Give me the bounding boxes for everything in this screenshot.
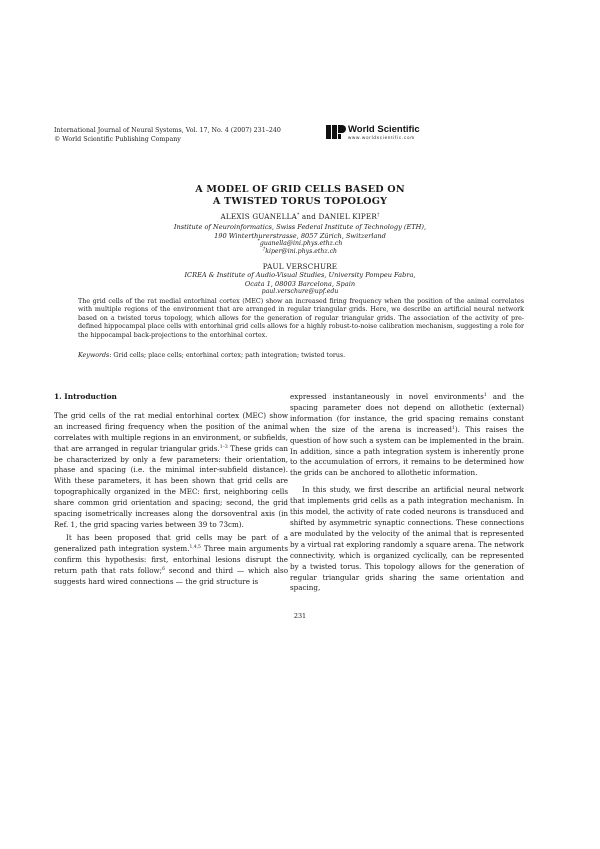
email-2-address[interactable]: kiper@ini.phys.ethz.ch (265, 248, 338, 256)
journal-citation: International Journal of Neural Systems, Vol. 17, No. 4 (2007) 231–240 (54, 127, 281, 134)
email-2-mark: † (262, 247, 266, 253)
left-p1-cont: These grids can be characterized by only a few parameters: their orientation, phase and spacing (i.e. the minimal inter-subfield distance). With these parameters, it has been shown that grid cells are topographically organized in the MEC: first, neighboring cells share common grid orientation and spacing; second, the grid spacing isometrically increases along the dorsoventral axis (in Ref. 1, the grid spacing varies between 39 to 73cm). (54, 443, 288, 529)
affiliation-1 (0, 223, 600, 240)
title-line-2: A TWISTED TORUS TOPOLOGY (212, 196, 388, 207)
author-3: PAUL VERSCHURE (262, 262, 338, 271)
email-1-mark: * (257, 239, 260, 244)
author-1-mark: * (296, 213, 300, 218)
title-line-1: A MODEL OF GRID CELLS BASED ON (195, 184, 405, 195)
right-paragraph-1 (290, 392, 524, 479)
left-p2-text: It has been proposed that grid cells may be part of a generalized path integration system. (54, 532, 288, 553)
affiliation-1-line-2: 190 Winterthurerstrasse, 8057 Zürich, Switzerland (214, 231, 386, 240)
left-p1-text: The grid cells of the rat medial entorhinal cortex (MEC) show an increased firing frequency when the position of the animal correlates with multiple regions in an environment, or subfields, that are arranged in regular triangular grids. (54, 410, 288, 453)
left-paragraph-1 (54, 411, 288, 531)
section-heading: 1. Introduction (54, 392, 117, 401)
right-p1-ref2: 1 (452, 425, 455, 431)
publisher-logo (326, 122, 436, 146)
left-column (54, 392, 288, 587)
author-2-mark: † (377, 213, 380, 218)
left-p1-ref: 1–3 (219, 444, 228, 450)
affiliation-2-line-1: ICREA & Institute of Audio-Visual Studies, University Pompeu Fabra, (184, 271, 416, 279)
author-1: ALEXIS GUANELLA (220, 212, 297, 221)
right-p1-text: expressed instantaneously in novel environments (290, 392, 484, 401)
email-block-1 (0, 240, 600, 257)
author-2: and DANIEL KIPER (299, 212, 377, 221)
keywords-text: : Grid cells; place cells; entorhinal cortex; path integration; twisted torus. (109, 352, 346, 359)
left-p2-ref: 1,4,5 (189, 544, 201, 550)
author-line (0, 212, 600, 221)
paper-title (0, 184, 600, 208)
abstract: The grid cells of the rat medial entorhinal cortex (MEC) show an increased firing frequency when the position of the animal correlates with multiple regions of the environment that are arranged in regular triangular grids. Here, we describe an artificial neural network based on a twisted torus topology, which allows for the generation of regular triangular grids. The association of the activity of pre-defined hippocampal place cells with entorhinal grid cells allows for a highly robust-to-noise calibration mechanism, suggesting a role for the hippocampal back-projections to the entorhinal cortex. (78, 298, 524, 339)
publisher-name: World Scientific (348, 124, 420, 135)
right-p1-cont: and the spacing parameter does not depend on allothetic (external) information (for instance, the grid spacing remains constant when the size of the arena is increased (290, 392, 524, 434)
right-p1-cont2: ). This raises the question of how such a system can be implemented in the brain. In addition, since a path integration system is inherently prone to the accumulation of errors, it remains to be determined how the grids can be anchored to allothetic information. (290, 424, 524, 478)
journal-header (54, 126, 281, 144)
email-1-address[interactable]: guanella@ini.phys.ethz.ch (259, 240, 343, 247)
copyright-line: © World Scientific Publishing Company (54, 136, 181, 143)
left-paragraph-2 (54, 533, 288, 588)
keywords-label: Keywords (78, 352, 110, 359)
left-p2-ref2: 6 (162, 566, 165, 572)
keywords (78, 352, 524, 359)
left-p2-cont2: second and third — which also suggests hard wired connections — the grid structure is (54, 565, 288, 586)
email-2 (0, 248, 600, 256)
right-column (290, 392, 524, 594)
affiliation-2-line-2: Ocata 1, 08003 Barcelona, Spain (244, 279, 356, 288)
affiliation-1-line-1: Institute of Neuroinformatics, Swiss Federal Institute of Technology (ETH), (173, 223, 427, 231)
affiliation-2 (0, 271, 600, 288)
left-p2-cont: Three main arguments confirm this hypothesis: first, entorhinal lesions disrupt the return path that rats follow; (54, 543, 289, 575)
publisher-tagline: www.worldscientific.com (348, 135, 415, 140)
publisher-logo-icon (326, 122, 346, 142)
page-number: 231 (293, 612, 307, 620)
right-paragraph-2: In this study, we first describe an artificial neural network that implements grid cells as a path integration mechanism. In this model, the activity of rate coded neurons is transduced and shifted by asymmetric synaptic connections. These connections are modulated by the velocity of the animal that is represented by a virtual rat exploring randomly a square arena. The network connectivity, which is organized cyclically, can be represented by a twisted torus. This topology allows for the generation of regular triangular grids sharing the same orientation and spacing, (290, 485, 524, 593)
right-p1-ref: 1 (483, 393, 487, 398)
email-3[interactable]: paul.verschure@upf.edu (261, 288, 339, 295)
